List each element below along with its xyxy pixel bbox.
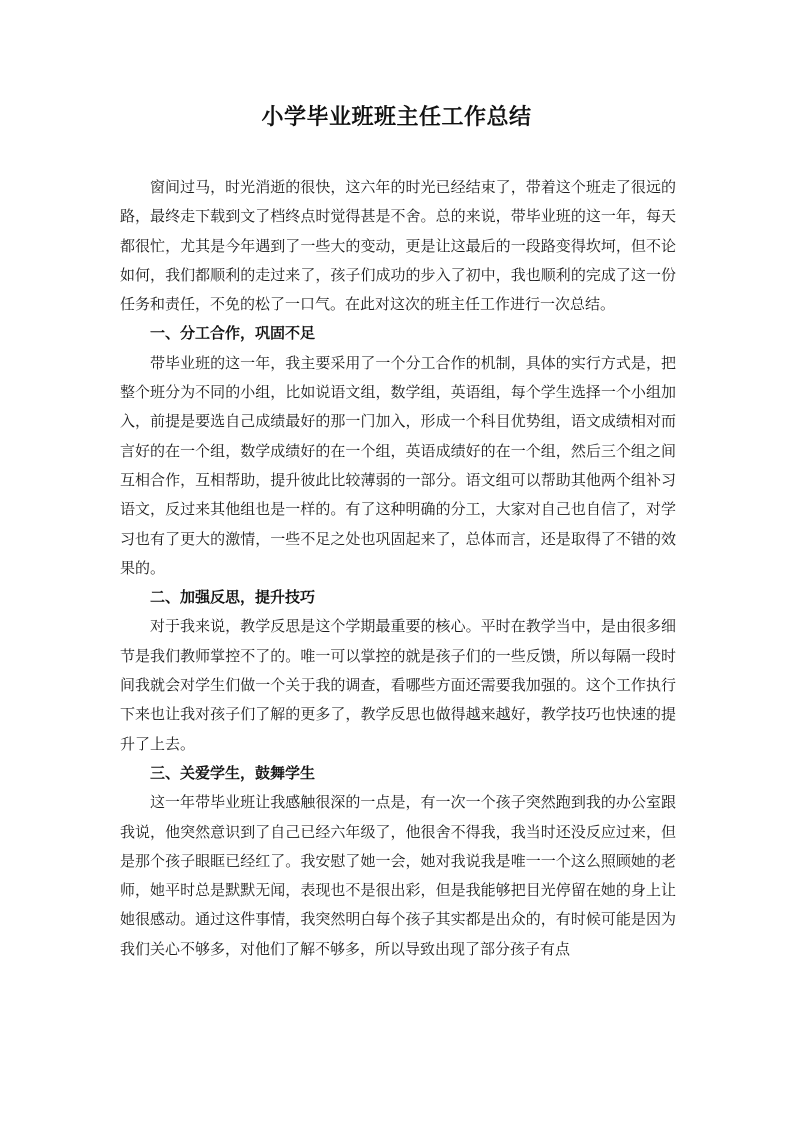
section-heading-1: 一、分工合作，巩固不足 [150,324,316,343]
section-heading-3: 三、关爱学生，鼓舞学生 [150,763,316,782]
section-paragraph-2: 对于我来说，教学反思是这个学期最重要的核心。平时在教学当中，是由很多细节是我们教师掌控不了的。唯一可以掌控的就是孩子们的一些反馈，所以每隔一段时间我就会对学生们做一个关于我的调查，看哪些方面还需要我加强的。这个工作执行下来也让我对孩子们了解的更多了，教学反思也做得越来越好，教学技巧也快速的提升了上去。 [120,617,676,753]
document-title: 小学毕业班班主任工作总结 [261,105,532,130]
document-body [120,173,676,964]
section-heading-2: 二、加强反思，提升技巧 [150,588,316,607]
section-paragraph-1: 带毕业班的这一年，我主要采用了一个分工合作的机制，具体的实行方式是，把整个班分为不同的小组，比如说语文组，数学组，英语组，每个学生选择一个小组加入，前提是要选自己成绩最好的那一门加入，形成一个科目优势组，语文成绩相对而言好的在一个组，数学成绩好的在一个组，英语成绩好的在一个组，然后三个组之间互相合作，互相帮助，提升彼此比较薄弱的一部分。语文组可以帮助其他两个组补习语文，反过来其他组也是一样的。有了这种明确的分工，大家对自己也自信了，对学习也有了更大的激情，一些不足之处也巩固起来了，总体而言，还是取得了不错的效果的。 [120,353,676,577]
section-paragraph-3: 这一年带毕业班让我感触很深的一点是，有一次一个孩子突然跑到我的办公室跟我说，他突然意识到了自己已经六年级了，他很舍不得我，我当时还没反应过来，但是那个孩子眼眶已经红了。我安慰了她一会，她对我说我是唯一一个这么照顾她的老师，她平时总是默默无闻，表现也不是很出彩，但是我能够把目光停留在她的身上让她很感动。通过这件事情，我突然明白每个孩子其实都是出众的，有时候可能是因为我们关心不够多，对他们了解不够多，所以导致出现了部分孩子有点 [120,793,676,958]
intro-paragraph: 窗间过马，时光消逝的很快，这六年的时光已经结束了，带着这个班走了很远的路，最终走下载到文了档终点时觉得甚是不舍。总的来说，带毕业班的这一年，每天都很忙，尤其是今年遇到了一些大的变动，更是让这最后的一段路变得坎坷，但不论如何，我们都顺利的走过来了，孩子们成功的步入了初中，我也顺利的完成了这一份任务和责任，不免的松了一口气。在此对这次的班主任工作进行一次总结。 [120,178,676,314]
